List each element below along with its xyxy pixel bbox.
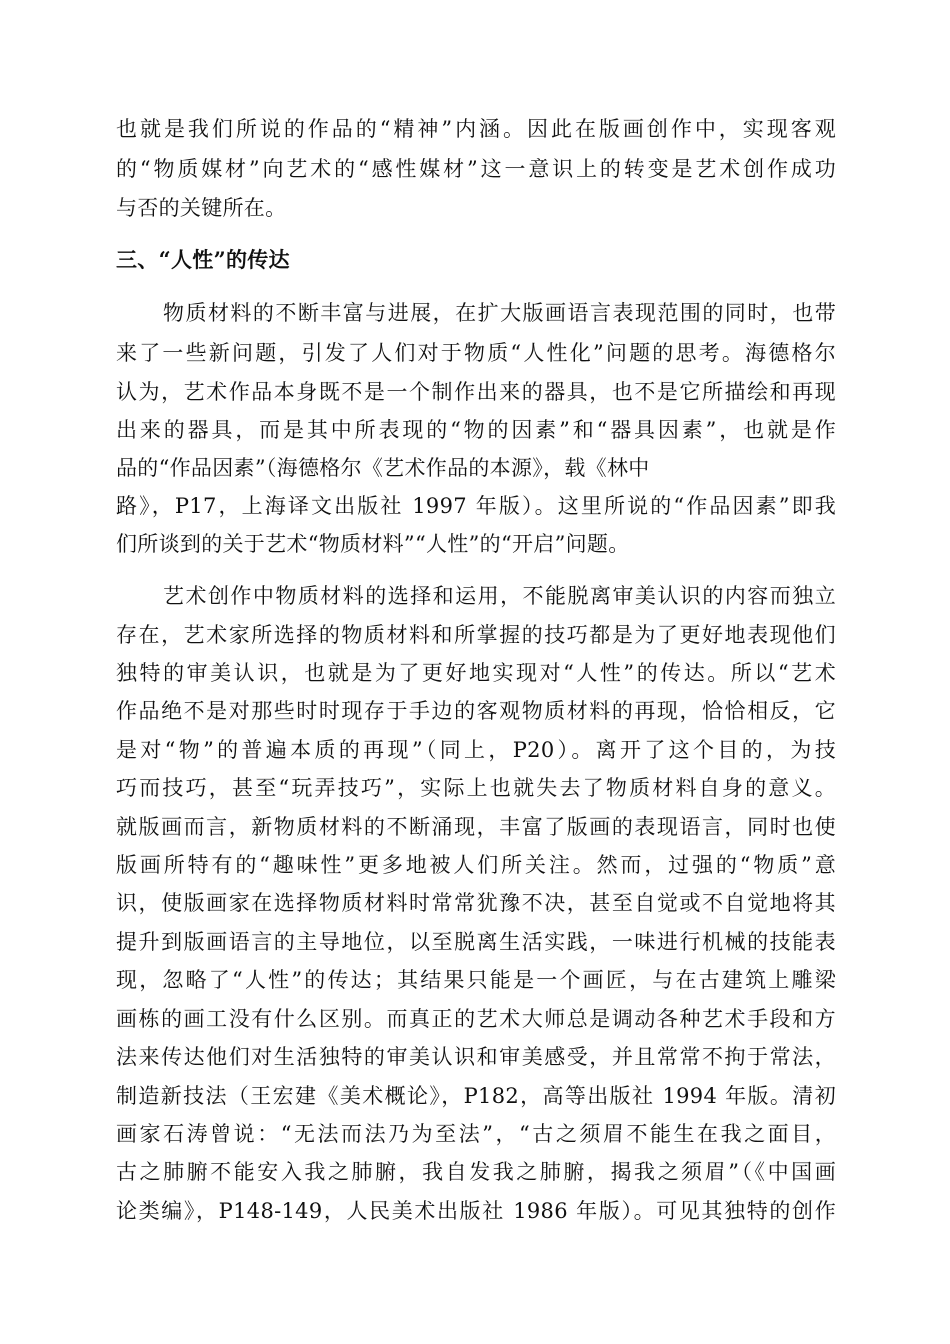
text-line: 画栋的画工没有什么区别。而真正的艺术大师总是调动各种艺术手段和方 bbox=[116, 1007, 836, 1031]
text-line: 与否的关键所在。 bbox=[116, 196, 287, 220]
text-line: 巧而技巧，甚至“玩弄技巧”，实际上也就失去了物质材料自身的意义。 bbox=[116, 776, 836, 800]
text-line: 古之肺腑不能安入我之肺腑，我自发我之肺腑，揭我之须眉”（《中国画 bbox=[116, 1160, 836, 1184]
text-line: 存在，艺术家所选择的物质材料和所掌握的技巧都是为了更好地表现他们 bbox=[116, 623, 836, 647]
text-line: 画家石涛曾说：“无法而法乃为至法”，“古之须眉不能生在我之面目， bbox=[116, 1122, 836, 1146]
text-line: 来了一些新问题，引发了人们对于物质“人性化”问题的思考。海德格尔 bbox=[116, 341, 836, 365]
text-line: 就版画而言，新物质材料的不断涌现，丰富了版画的表现语言，同时也使 bbox=[116, 815, 836, 839]
text-line: 艺术创作中物质材料的选择和运用，不能脱离审美认识的内容而独立 bbox=[163, 584, 836, 608]
text-line: 认为，艺术作品本身既不是一个制作出来的器具，也不是它所描绘和再现 bbox=[116, 380, 836, 404]
text-line: 是对“物”的普遍本质的再现”（同上，P20）。离开了这个目的，为技 bbox=[116, 738, 836, 762]
text-line: 物质材料的不断丰富与进展，在扩大版画语言表现范围的同时，也带 bbox=[163, 301, 836, 325]
text-line: 识，使版画家在选择物质材料时常常犹豫不决，甚至自觉或不自觉地将其 bbox=[116, 891, 836, 915]
text-line: 现，忽略了“人性”的传达；其结果只能是一个画匠，与在古建筑上雕梁 bbox=[116, 968, 836, 992]
section-heading: 三、“人性”的传达 bbox=[116, 247, 290, 272]
text-line: 的“物质媒材”向艺术的“感性媒材”这一意识上的转变是艺术创作成功 bbox=[116, 157, 836, 181]
text-line: 提升到版画语言的主导地位，以至脱离生活实践，一味进行机械的技能表 bbox=[116, 930, 836, 954]
text-line: 版画所特有的“趣味性”更多地被人们所关注。然而，过强的“物质”意 bbox=[116, 853, 836, 877]
text-line: 制造新技法（王宏建《美术概论》，P182，高等出版社 1994 年版。清初 bbox=[116, 1084, 836, 1108]
text-line: 论类编》，P148-149，人民美术出版社 1986 年版）。可见其独特的创作 bbox=[116, 1199, 836, 1223]
text-line: 们所谈到的关于艺术“物质材料”“人性”的“开启”问题。 bbox=[116, 532, 630, 556]
text-line: 也就是我们所说的作品的“精神”内涵。因此在版画创作中，实现客观 bbox=[116, 117, 836, 141]
text-line: 作品绝不是对那些时时现存于手边的客观物质材料的再现，恰恰相反，它 bbox=[116, 699, 836, 723]
text-line: 路》，P17，上海译文出版社 1997 年版）。这里所说的“作品因素”即我 bbox=[116, 494, 836, 518]
text-line: 出来的器具，而是其中所表现的“物的因素”和“器具因素”，也就是作 bbox=[116, 418, 836, 442]
text-line: 品的“作品因素”（海德格尔《艺术作品的本源》，载《林中 bbox=[116, 456, 650, 480]
text-line: 独特的审美认识，也就是为了更好地实现对“人性”的传达。所以“艺术 bbox=[116, 661, 836, 685]
text-line: 法来传达他们对生活独特的审美认识和审美感受，并且常常不拘于常法， bbox=[116, 1045, 836, 1069]
